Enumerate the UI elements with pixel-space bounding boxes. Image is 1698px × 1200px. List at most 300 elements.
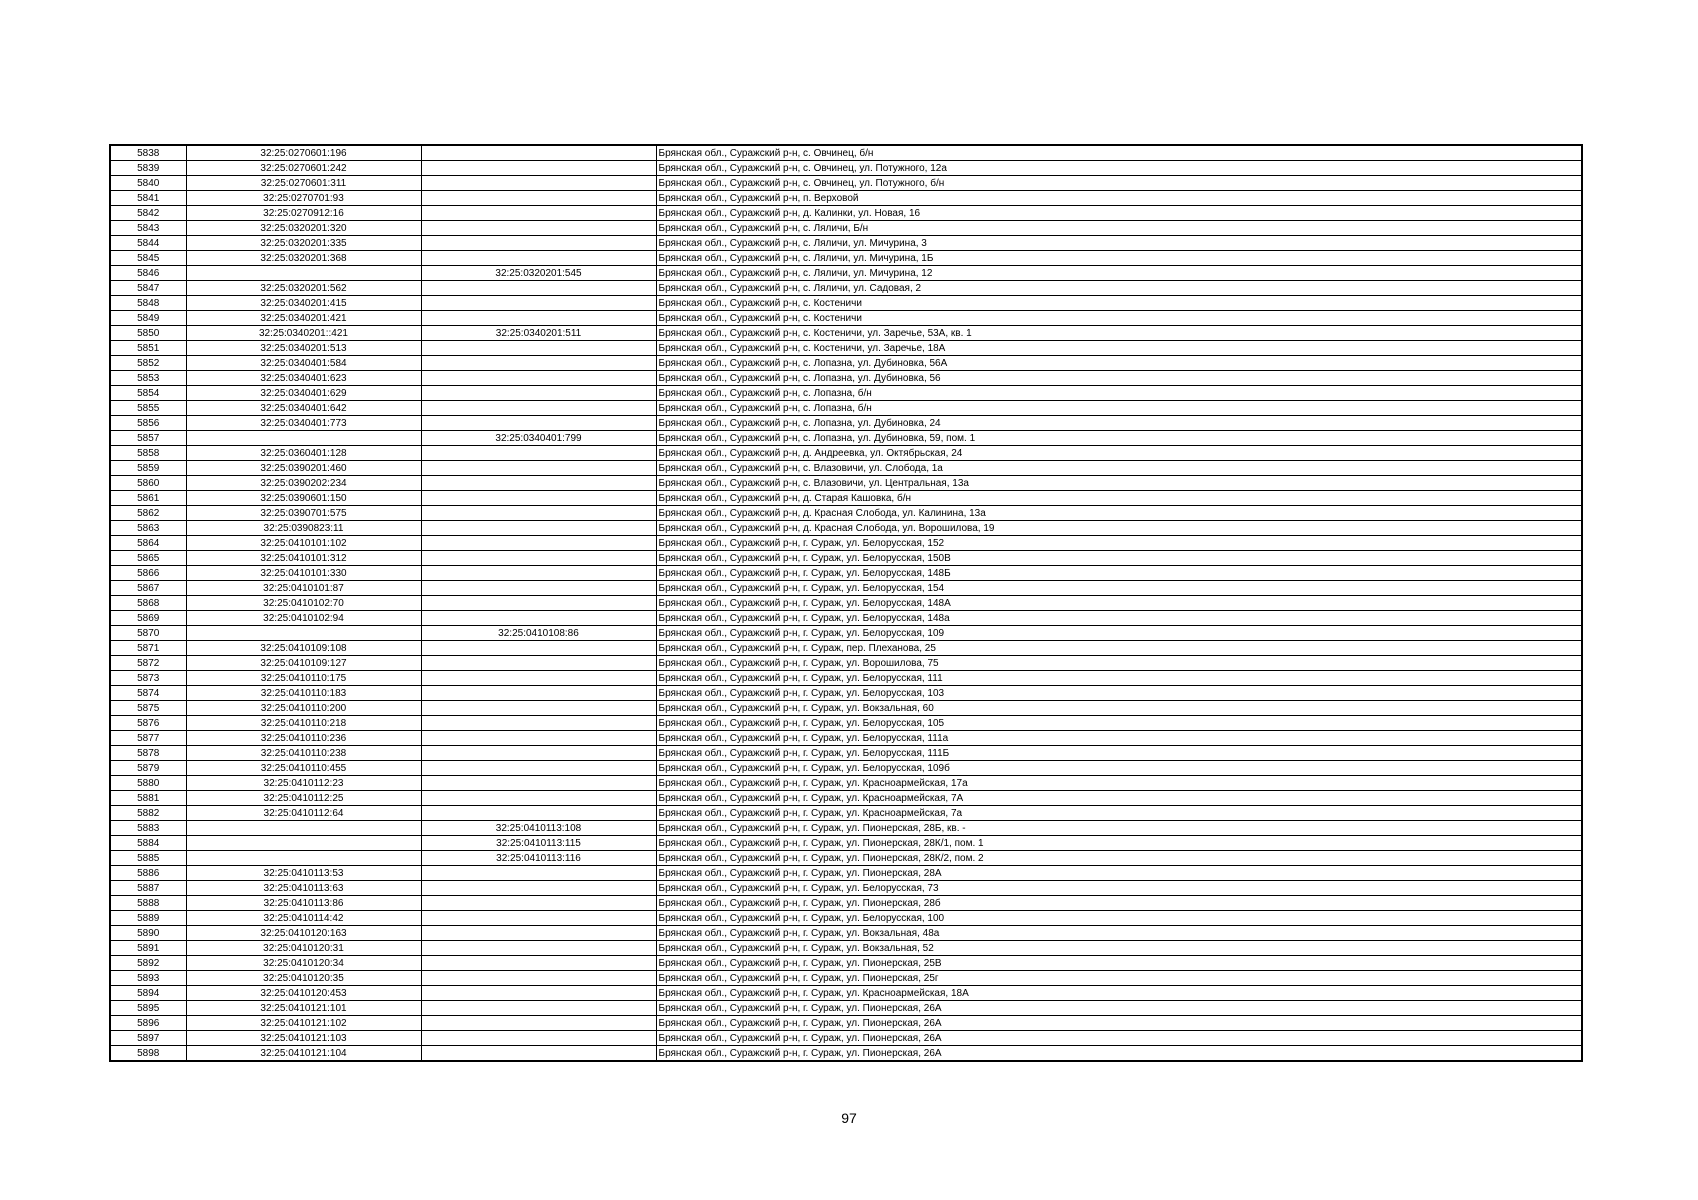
table-row <box>110 656 1582 671</box>
table-row <box>110 971 1582 986</box>
table-row <box>110 341 1582 356</box>
cadastral-number-cell: 32:25:0410110:200 <box>186 701 421 716</box>
table-row <box>110 176 1582 191</box>
row-number-cell: 5853 <box>110 371 186 386</box>
table-row <box>110 281 1582 296</box>
address-cell: Брянская обл., Суражский р-н, с. Ляличи, ул. Садовая, 2 <box>656 281 1582 296</box>
table-row <box>110 461 1582 476</box>
table-row <box>110 836 1582 851</box>
related-cadastral-number-cell <box>421 221 656 236</box>
cadastral-number-cell: 32:25:0410109:127 <box>186 656 421 671</box>
address-cell: Брянская обл., Суражский р-н, с. Костеничи <box>656 296 1582 311</box>
cadastral-number-cell: 32:25:0410120:163 <box>186 926 421 941</box>
related-cadastral-number-cell <box>421 506 656 521</box>
cadastral-number-cell: 32:25:0390701:575 <box>186 506 421 521</box>
cadastral-number-cell: 32:25:0340401:623 <box>186 371 421 386</box>
cadastral-number-cell: 32:25:0410112:25 <box>186 791 421 806</box>
address-cell: Брянская обл., Суражский р-н, с. Ляличи, ул. Мичурина, 3 <box>656 236 1582 251</box>
row-number-cell: 5876 <box>110 716 186 731</box>
table-row <box>110 566 1582 581</box>
table-row <box>110 446 1582 461</box>
address-cell: Брянская обл., Суражский р-н, с. Ляличи, ул. Мичурина, 1Б <box>656 251 1582 266</box>
table-row <box>110 986 1582 1001</box>
address-cell: Брянская обл., Суражский р-н, д. Красная Слобода, ул. Ворошилова, 19 <box>656 521 1582 536</box>
cadastral-number-cell <box>186 851 421 866</box>
related-cadastral-number-cell <box>421 191 656 206</box>
cadastral-number-cell: 32:25:0410112:23 <box>186 776 421 791</box>
row-number-cell: 5840 <box>110 176 186 191</box>
address-cell: Брянская обл., Суражский р-н, г. Сураж, ул. Белорусская, 111а <box>656 731 1582 746</box>
address-cell: Брянская обл., Суражский р-н, г. Сураж, ул. Белорусская, 148Б <box>656 566 1582 581</box>
table-row <box>110 806 1582 821</box>
row-number-cell: 5881 <box>110 791 186 806</box>
cadastral-number-cell: 32:25:0270601:311 <box>186 176 421 191</box>
row-number-cell: 5887 <box>110 881 186 896</box>
table-row <box>110 416 1582 431</box>
table-row <box>110 161 1582 176</box>
row-number-cell: 5897 <box>110 1031 186 1046</box>
address-cell: Брянская обл., Суражский р-н, г. Сураж, пер. Плеханова, 25 <box>656 641 1582 656</box>
cadastral-number-cell <box>186 266 421 281</box>
address-cell: Брянская обл., Суражский р-н, г. Сураж, ул. Ворошилова, 75 <box>656 656 1582 671</box>
address-cell: Брянская обл., Суражский р-н, г. Сураж, ул. Белорусская, 109б <box>656 761 1582 776</box>
related-cadastral-number-cell <box>421 866 656 881</box>
address-cell: Брянская обл., Суражский р-н, с. Лопазна, б/н <box>656 401 1582 416</box>
address-cell: Брянская обл., Суражский р-н, г. Сураж, ул. Красноармейская, 7А <box>656 791 1582 806</box>
related-cadastral-number-cell <box>421 341 656 356</box>
row-number-cell: 5870 <box>110 626 186 641</box>
address-cell: Брянская обл., Суражский р-н, г. Сураж, ул. Белорусская, 111 <box>656 671 1582 686</box>
cadastral-number-cell: 32:25:0270601:196 <box>186 145 421 161</box>
address-cell: Брянская обл., Суражский р-н, г. Сураж, ул. Пионерская, 26А <box>656 1046 1582 1062</box>
row-number-cell: 5869 <box>110 611 186 626</box>
row-number-cell: 5857 <box>110 431 186 446</box>
related-cadastral-number-cell <box>421 206 656 221</box>
related-cadastral-number-cell <box>421 926 656 941</box>
cadastral-number-cell: 32:25:0410109:108 <box>186 641 421 656</box>
address-cell: Брянская обл., Суражский р-н, с. Ляличи, Б/н <box>656 221 1582 236</box>
row-number-cell: 5879 <box>110 761 186 776</box>
cadastral-number-cell: 32:25:0410121:104 <box>186 1046 421 1062</box>
cadastral-number-cell: 32:25:0410120:34 <box>186 956 421 971</box>
related-cadastral-number-cell: 32:25:0410113:108 <box>421 821 656 836</box>
table-row <box>110 881 1582 896</box>
cadastral-number-cell: 32:25:0320201:562 <box>186 281 421 296</box>
row-number-cell: 5843 <box>110 221 186 236</box>
table-row <box>110 326 1582 341</box>
table-row <box>110 911 1582 926</box>
related-cadastral-number-cell <box>421 716 656 731</box>
row-number-cell: 5868 <box>110 596 186 611</box>
address-cell: Брянская обл., Суражский р-н, г. Сураж, ул. Белорусская, 111Б <box>656 746 1582 761</box>
registry-table <box>109 144 1583 1062</box>
related-cadastral-number-cell <box>421 1016 656 1031</box>
row-number-cell: 5872 <box>110 656 186 671</box>
related-cadastral-number-cell <box>421 416 656 431</box>
cadastral-number-cell: 32:25:0340401:773 <box>186 416 421 431</box>
related-cadastral-number-cell <box>421 641 656 656</box>
address-cell: Брянская обл., Суражский р-н, г. Сураж, ул. Белорусская, 154 <box>656 581 1582 596</box>
cadastral-number-cell: 32:25:0410110:236 <box>186 731 421 746</box>
address-cell: Брянская обл., Суражский р-н, д. Красная Слобода, ул. Калинина, 13а <box>656 506 1582 521</box>
table-row <box>110 791 1582 806</box>
row-number-cell: 5878 <box>110 746 186 761</box>
table-row <box>110 356 1582 371</box>
row-number-cell: 5838 <box>110 145 186 161</box>
related-cadastral-number-cell <box>421 656 656 671</box>
row-number-cell: 5883 <box>110 821 186 836</box>
related-cadastral-number-cell: 32:25:0410113:116 <box>421 851 656 866</box>
cadastral-number-cell: 32:25:0410110:183 <box>186 686 421 701</box>
address-cell: Брянская обл., Суражский р-н, с. Овчинец, ул. Потужного, 12а <box>656 161 1582 176</box>
related-cadastral-number-cell <box>421 476 656 491</box>
cadastral-number-cell: 32:25:0410110:455 <box>186 761 421 776</box>
related-cadastral-number-cell <box>421 566 656 581</box>
related-cadastral-number-cell: 32:25:0340401:799 <box>421 431 656 446</box>
related-cadastral-number-cell <box>421 176 656 191</box>
cadastral-number-cell: 32:25:0410101:330 <box>186 566 421 581</box>
address-cell: Брянская обл., Суражский р-н, г. Сураж, ул. Пионерская, 25г <box>656 971 1582 986</box>
row-number-cell: 5858 <box>110 446 186 461</box>
row-number-cell: 5859 <box>110 461 186 476</box>
related-cadastral-number-cell: 32:25:0410108:86 <box>421 626 656 641</box>
related-cadastral-number-cell <box>421 371 656 386</box>
row-number-cell: 5877 <box>110 731 186 746</box>
address-cell: Брянская обл., Суражский р-н, г. Сураж, ул. Пионерская, 28А <box>656 866 1582 881</box>
row-number-cell: 5873 <box>110 671 186 686</box>
table-row <box>110 311 1582 326</box>
cadastral-number-cell: 32:25:0410114:42 <box>186 911 421 926</box>
table-row <box>110 941 1582 956</box>
table-row <box>110 956 1582 971</box>
related-cadastral-number-cell: 32:25:0340201:511 <box>421 326 656 341</box>
row-number-cell: 5841 <box>110 191 186 206</box>
cadastral-number-cell: 32:25:0320201:335 <box>186 236 421 251</box>
address-cell: Брянская обл., Суражский р-н, с. Влазовичи, ул. Центральная, 13а <box>656 476 1582 491</box>
address-cell: Брянская обл., Суражский р-н, г. Сураж, ул. Пионерская, 26А <box>656 1031 1582 1046</box>
related-cadastral-number-cell <box>421 701 656 716</box>
table-row <box>110 491 1582 506</box>
address-cell: Брянская обл., Суражский р-н, г. Сураж, ул. Красноармейская, 17а <box>656 776 1582 791</box>
table-row <box>110 296 1582 311</box>
table-row <box>110 611 1582 626</box>
cadastral-number-cell: 32:25:0340201::421 <box>186 326 421 341</box>
address-cell: Брянская обл., Суражский р-н, г. Сураж, ул. Белорусская, 148а <box>656 611 1582 626</box>
table-row <box>110 1031 1582 1046</box>
row-number-cell: 5849 <box>110 311 186 326</box>
address-cell: Брянская обл., Суражский р-н, г. Сураж, ул. Пионерская, 26А <box>656 1016 1582 1031</box>
cadastral-number-cell: 32:25:0270601:242 <box>186 161 421 176</box>
address-cell: Брянская обл., Суражский р-н, с. Лопазна, б/н <box>656 386 1582 401</box>
cadastral-number-cell: 32:25:0410110:175 <box>186 671 421 686</box>
related-cadastral-number-cell <box>421 161 656 176</box>
row-number-cell: 5894 <box>110 986 186 1001</box>
row-number-cell: 5851 <box>110 341 186 356</box>
cadastral-number-cell: 32:25:0410121:102 <box>186 1016 421 1031</box>
cadastral-number-cell: 32:25:0410120:31 <box>186 941 421 956</box>
table-row <box>110 145 1582 161</box>
related-cadastral-number-cell <box>421 611 656 626</box>
table-row <box>110 521 1582 536</box>
related-cadastral-number-cell <box>421 1001 656 1016</box>
address-cell: Брянская обл., Суражский р-н, г. Сураж, ул. Красноармейская, 18А <box>656 986 1582 1001</box>
address-cell: Брянская обл., Суражский р-н, с. Костеничи, ул. Заречье, 18А <box>656 341 1582 356</box>
address-cell: Брянская обл., Суражский р-н, г. Сураж, ул. Красноармейская, 7а <box>656 806 1582 821</box>
table-row <box>110 581 1582 596</box>
table-row <box>110 701 1582 716</box>
row-number-cell: 5866 <box>110 566 186 581</box>
cadastral-number-cell: 32:25:0410121:103 <box>186 1031 421 1046</box>
related-cadastral-number-cell <box>421 356 656 371</box>
address-cell: Брянская обл., Суражский р-н, с. Влазовичи, ул. Слобода, 1а <box>656 461 1582 476</box>
address-cell: Брянская обл., Суражский р-н, г. Сураж, ул. Пионерская, 28Б, кв. - <box>656 821 1582 836</box>
table-row <box>110 686 1582 701</box>
cadastral-number-cell: 32:25:0390202:234 <box>186 476 421 491</box>
related-cadastral-number-cell <box>421 446 656 461</box>
table-row <box>110 221 1582 236</box>
related-cadastral-number-cell <box>421 536 656 551</box>
cadastral-number-cell: 32:25:0390601:150 <box>186 491 421 506</box>
cadastral-number-cell: 32:25:0410113:63 <box>186 881 421 896</box>
table-row <box>110 1001 1582 1016</box>
address-cell: Брянская обл., Суражский р-н, с. Овчинец, б/н <box>656 145 1582 161</box>
address-cell: Брянская обл., Суражский р-н, с. Костеничи <box>656 311 1582 326</box>
related-cadastral-number-cell <box>421 791 656 806</box>
cadastral-number-cell: 32:25:0270912:16 <box>186 206 421 221</box>
row-number-cell: 5871 <box>110 641 186 656</box>
related-cadastral-number-cell <box>421 746 656 761</box>
cadastral-number-cell <box>186 431 421 446</box>
address-cell: Брянская обл., Суражский р-н, д. Андреевка, ул. Октябрьская, 24 <box>656 446 1582 461</box>
table-row <box>110 206 1582 221</box>
address-cell: Брянская обл., Суражский р-н, с. Ляличи, ул. Мичурина, 12 <box>656 266 1582 281</box>
related-cadastral-number-cell <box>421 671 656 686</box>
address-cell: Брянская обл., Суражский р-н, г. Сураж, ул. Пионерская, 28б <box>656 896 1582 911</box>
address-cell: Брянская обл., Суражский р-н, г. Сураж, ул. Белорусская, 103 <box>656 686 1582 701</box>
cadastral-number-cell: 32:25:0320201:368 <box>186 251 421 266</box>
cadastral-number-cell: 32:25:0410102:70 <box>186 596 421 611</box>
related-cadastral-number-cell <box>421 971 656 986</box>
table-row <box>110 851 1582 866</box>
row-number-cell: 5880 <box>110 776 186 791</box>
row-number-cell: 5886 <box>110 866 186 881</box>
table-row <box>110 776 1582 791</box>
row-number-cell: 5855 <box>110 401 186 416</box>
table-row <box>110 476 1582 491</box>
row-number-cell: 5862 <box>110 506 186 521</box>
related-cadastral-number-cell <box>421 596 656 611</box>
table-row <box>110 761 1582 776</box>
related-cadastral-number-cell: 32:25:0320201:545 <box>421 266 656 281</box>
row-number-cell: 5891 <box>110 941 186 956</box>
address-cell: Брянская обл., Суражский р-н, с. Лопазна, ул. Дубиновка, 24 <box>656 416 1582 431</box>
row-number-cell: 5844 <box>110 236 186 251</box>
row-number-cell: 5839 <box>110 161 186 176</box>
related-cadastral-number-cell <box>421 251 656 266</box>
address-cell: Брянская обл., Суражский р-н, г. Сураж, ул. Белорусская, 100 <box>656 911 1582 926</box>
related-cadastral-number-cell <box>421 386 656 401</box>
cadastral-number-cell: 32:25:0410101:102 <box>186 536 421 551</box>
table-row <box>110 506 1582 521</box>
related-cadastral-number-cell <box>421 986 656 1001</box>
table-row <box>110 401 1582 416</box>
table-row <box>110 551 1582 566</box>
row-number-cell: 5842 <box>110 206 186 221</box>
address-cell: Брянская обл., Суражский р-н, с. Лопазна, ул. Дубиновка, 56 <box>656 371 1582 386</box>
row-number-cell: 5893 <box>110 971 186 986</box>
address-cell: Брянская обл., Суражский р-н, г. Сураж, ул. Пионерская, 25В <box>656 956 1582 971</box>
address-cell: Брянская обл., Суражский р-н, г. Сураж, ул. Белорусская, 105 <box>656 716 1582 731</box>
related-cadastral-number-cell <box>421 956 656 971</box>
cadastral-number-cell: 32:25:0340401:584 <box>186 356 421 371</box>
related-cadastral-number-cell <box>421 581 656 596</box>
related-cadastral-number-cell: 32:25:0410113:115 <box>421 836 656 851</box>
address-cell: Брянская обл., Суражский р-н, с. Костеничи, ул. Заречье, 53А, кв. 1 <box>656 326 1582 341</box>
address-cell: Брянская обл., Суражский р-н, г. Сураж, ул. Белорусская, 152 <box>656 536 1582 551</box>
related-cadastral-number-cell <box>421 551 656 566</box>
row-number-cell: 5895 <box>110 1001 186 1016</box>
table-row <box>110 866 1582 881</box>
table-row <box>110 671 1582 686</box>
related-cadastral-number-cell <box>421 881 656 896</box>
table-row <box>110 821 1582 836</box>
row-number-cell: 5865 <box>110 551 186 566</box>
row-number-cell: 5889 <box>110 911 186 926</box>
address-cell: Брянская обл., Суражский р-н, г. Сураж, ул. Пионерская, 26А <box>656 1001 1582 1016</box>
related-cadastral-number-cell <box>421 776 656 791</box>
page-number: 97 <box>841 1110 857 1126</box>
cadastral-number-cell: 32:25:0340401:629 <box>186 386 421 401</box>
cadastral-number-cell: 32:25:0410120:453 <box>186 986 421 1001</box>
address-cell: Брянская обл., Суражский р-н, с. Лопазна, ул. Дубиновка, 59, пом. 1 <box>656 431 1582 446</box>
row-number-cell: 5860 <box>110 476 186 491</box>
row-number-cell: 5863 <box>110 521 186 536</box>
cadastral-number-cell: 32:25:0410101:87 <box>186 581 421 596</box>
related-cadastral-number-cell <box>421 911 656 926</box>
related-cadastral-number-cell <box>421 941 656 956</box>
table-row <box>110 896 1582 911</box>
table-row <box>110 716 1582 731</box>
cadastral-number-cell: 32:25:0410102:94 <box>186 611 421 626</box>
row-number-cell: 5874 <box>110 686 186 701</box>
cadastral-number-cell: 32:25:0270701:93 <box>186 191 421 206</box>
cadastral-number-cell <box>186 836 421 851</box>
table-row <box>110 1046 1582 1062</box>
cadastral-number-cell: 32:25:0320201:320 <box>186 221 421 236</box>
cadastral-number-cell: 32:25:0340201:513 <box>186 341 421 356</box>
row-number-cell: 5882 <box>110 806 186 821</box>
address-cell: Брянская обл., Суражский р-н, с. Овчинец, ул. Потужного, б/н <box>656 176 1582 191</box>
row-number-cell: 5867 <box>110 581 186 596</box>
table-row <box>110 431 1582 446</box>
table-row <box>110 731 1582 746</box>
row-number-cell: 5845 <box>110 251 186 266</box>
cadastral-number-cell: 32:25:0410113:86 <box>186 896 421 911</box>
address-cell: Брянская обл., Суражский р-н, г. Сураж, ул. Белорусская, 148А <box>656 596 1582 611</box>
address-cell: Брянская обл., Суражский р-н, п. Верховой <box>656 191 1582 206</box>
row-number-cell: 5875 <box>110 701 186 716</box>
row-number-cell: 5888 <box>110 896 186 911</box>
row-number-cell: 5890 <box>110 926 186 941</box>
table-row <box>110 926 1582 941</box>
related-cadastral-number-cell <box>421 1031 656 1046</box>
table-row <box>110 536 1582 551</box>
related-cadastral-number-cell <box>421 686 656 701</box>
related-cadastral-number-cell <box>421 145 656 161</box>
address-cell: Брянская обл., Суражский р-н, г. Сураж, ул. Белорусская, 73 <box>656 881 1582 896</box>
table-row <box>110 371 1582 386</box>
table-row <box>110 596 1582 611</box>
table-row <box>110 191 1582 206</box>
cadastral-number-cell: 32:25:0390823:11 <box>186 521 421 536</box>
cadastral-number-cell: 32:25:0410110:238 <box>186 746 421 761</box>
related-cadastral-number-cell <box>421 521 656 536</box>
related-cadastral-number-cell <box>421 461 656 476</box>
address-cell: Брянская обл., Суражский р-н, г. Сураж, ул. Белорусская, 109 <box>656 626 1582 641</box>
row-number-cell: 5856 <box>110 416 186 431</box>
table-row <box>110 266 1582 281</box>
row-number-cell: 5898 <box>110 1046 186 1062</box>
address-cell: Брянская обл., Суражский р-н, г. Сураж, ул. Вокзальная, 52 <box>656 941 1582 956</box>
row-number-cell: 5892 <box>110 956 186 971</box>
address-cell: Брянская обл., Суражский р-н, г. Сураж, ул. Белорусская, 150В <box>656 551 1582 566</box>
row-number-cell: 5847 <box>110 281 186 296</box>
cadastral-number-cell: 32:25:0340201:421 <box>186 311 421 326</box>
cadastral-number-cell <box>186 821 421 836</box>
row-number-cell: 5896 <box>110 1016 186 1031</box>
related-cadastral-number-cell <box>421 806 656 821</box>
cadastral-number-cell: 32:25:0360401:128 <box>186 446 421 461</box>
row-number-cell: 5861 <box>110 491 186 506</box>
related-cadastral-number-cell <box>421 896 656 911</box>
row-number-cell: 5885 <box>110 851 186 866</box>
table-row <box>110 236 1582 251</box>
related-cadastral-number-cell <box>421 236 656 251</box>
cadastral-number-cell: 32:25:0410113:53 <box>186 866 421 881</box>
cadastral-number-cell: 32:25:0410112:64 <box>186 806 421 821</box>
row-number-cell: 5848 <box>110 296 186 311</box>
address-cell: Брянская обл., Суражский р-н, г. Сураж, ул. Вокзальная, 60 <box>656 701 1582 716</box>
address-cell: Брянская обл., Суражский р-н, г. Сураж, ул. Вокзальная, 48а <box>656 926 1582 941</box>
row-number-cell: 5854 <box>110 386 186 401</box>
cadastral-number-cell: 32:25:0390201:460 <box>186 461 421 476</box>
row-number-cell: 5864 <box>110 536 186 551</box>
address-cell: Брянская обл., Суражский р-н, г. Сураж, ул. Пионерская, 28К/2, пом. 2 <box>656 851 1582 866</box>
table-row <box>110 641 1582 656</box>
related-cadastral-number-cell <box>421 296 656 311</box>
cadastral-number-cell: 32:25:0410121:101 <box>186 1001 421 1016</box>
related-cadastral-number-cell <box>421 731 656 746</box>
address-cell: Брянская обл., Суражский р-н, д. Старая Кашовка, б/н <box>656 491 1582 506</box>
row-number-cell: 5850 <box>110 326 186 341</box>
address-cell: Брянская обл., Суражский р-н, г. Сураж, ул. Пионерская, 28К/1, пом. 1 <box>656 836 1582 851</box>
cadastral-number-cell: 32:25:0340201:415 <box>186 296 421 311</box>
related-cadastral-number-cell <box>421 401 656 416</box>
cadastral-number-cell <box>186 626 421 641</box>
row-number-cell: 5852 <box>110 356 186 371</box>
row-number-cell: 5846 <box>110 266 186 281</box>
related-cadastral-number-cell <box>421 761 656 776</box>
related-cadastral-number-cell <box>421 281 656 296</box>
table-row <box>110 386 1582 401</box>
cadastral-number-cell: 32:25:0410120:35 <box>186 971 421 986</box>
cadastral-number-cell: 32:25:0410101:312 <box>186 551 421 566</box>
related-cadastral-number-cell <box>421 1046 656 1062</box>
table-row <box>110 746 1582 761</box>
related-cadastral-number-cell <box>421 311 656 326</box>
address-cell: Брянская обл., Суражский р-н, с. Лопазна, ул. Дубиновка, 56А <box>656 356 1582 371</box>
table-row <box>110 626 1582 641</box>
